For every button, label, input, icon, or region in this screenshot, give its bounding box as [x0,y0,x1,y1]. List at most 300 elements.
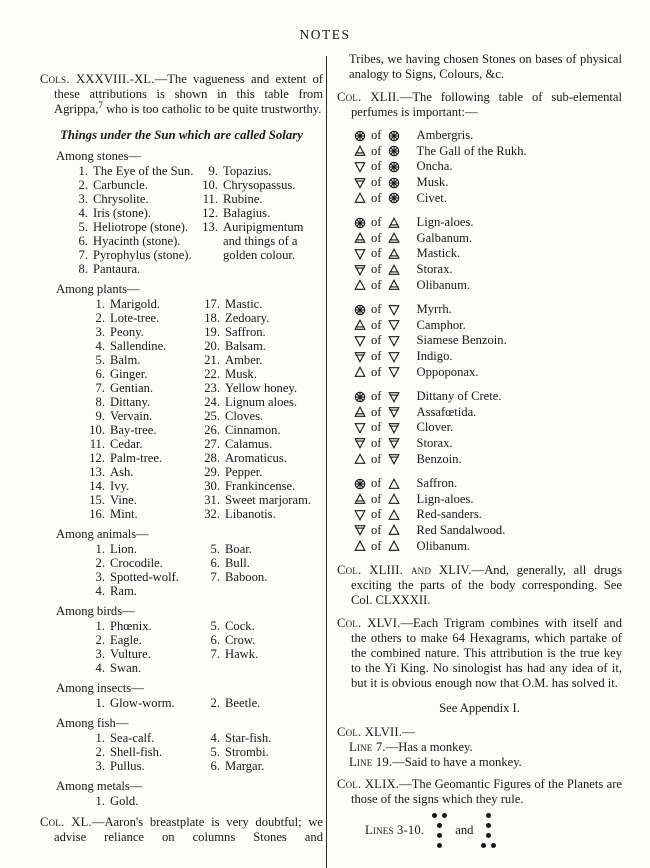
item-number: 16. [89,507,105,521]
note-body: —And, generally, all drugs exciting the parts of the body corresponding. See Col. CLXXXII. [351,562,622,607]
item-number: 5. [95,353,105,367]
list-title: Among stones— [56,149,142,163]
list-among-animals [40,527,323,598]
item-text: Sea-calf. [110,731,155,745]
item-number: 2. [95,633,105,647]
note-line-7 [337,740,622,755]
note-tribes-continuation: Tribes, we having chosen Stones on bases of physical analogy to Signs, Colours, &c. [349,52,622,81]
geomantic-dot [437,823,442,828]
perfume-name: Saffron. [416,476,458,491]
geomantic-dot [432,813,437,818]
geomantic-dot [491,843,496,848]
perfume-name: Lign-aloes. [416,215,474,230]
item-text: Pepper. [225,465,263,479]
item-text: Eagle. [110,633,142,647]
list-item [200,367,323,381]
list-item [200,423,323,437]
list-item [200,759,323,773]
list-item [200,353,323,367]
perfume-name: Olibanum. [416,277,471,292]
item-text: Shell-fish. [110,745,163,759]
item-number: 25. [204,409,220,423]
list-item [85,339,200,353]
earth-element-icon [388,453,400,465]
list-item [200,696,323,710]
second-element-symbol [388,351,401,363]
perfume-row [337,389,622,405]
item-text: Strombi. [225,745,269,759]
of-connector: of [371,349,382,364]
note-body: — [402,724,415,739]
left-column [40,72,323,845]
list-item [200,647,323,661]
item-number: 7. [210,647,220,661]
solary-lists [40,149,323,808]
list-item [85,409,200,423]
item-text: Spotted-wolf. [110,570,179,584]
item-text: Auripigmentum and things of a golden colour. [223,220,304,262]
list-item [85,696,200,710]
item-number: 9. [95,409,105,423]
list-among-birds [40,604,323,675]
first-element-symbol [353,304,366,316]
earth-element-icon [388,391,400,403]
item-text: Hawk. [225,647,259,661]
item-number: 4. [78,206,88,220]
earth-element-icon [354,264,366,276]
water-element-icon [388,366,400,378]
earth-element-icon [354,351,366,363]
fire-element-icon [354,453,366,465]
item-text: Cedar. [110,437,143,451]
air-element-icon [388,217,400,229]
item-text: Baboon. [225,570,268,584]
first-element-symbol [353,493,366,505]
list-item [85,451,200,465]
of-connector: of [371,190,382,205]
note-lead: Cols. XXXVIII.-XL. [40,72,155,86]
second-element-symbol [388,304,401,316]
item-text: Vine. [110,493,137,507]
list-item [68,192,198,206]
item-text: Balsam. [225,339,266,353]
water-element-icon [388,351,400,363]
item-number: 4. [210,731,220,745]
earth-element-icon [354,524,366,536]
item-text: Ash. [110,465,134,479]
list-among-insects [40,681,323,710]
item-number: 13. [89,465,105,479]
air-element-icon [354,319,366,331]
list-column [200,297,323,521]
geomantic-dot [442,813,447,818]
earth-element-icon [388,406,400,418]
of-connector: of [371,404,382,419]
see-appendix-note: See Appendix I. [439,700,520,715]
list-column [200,731,323,773]
note-lead: Lines 3-10. [365,822,425,837]
first-element-symbol [353,391,366,403]
item-number: 31. [204,493,220,507]
list-item [85,507,200,521]
perfume-name: Storax. [416,262,453,277]
note-body: and [455,822,474,837]
spirit-element-icon [354,217,366,229]
list-item [85,465,200,479]
list-item [85,325,200,339]
second-element-symbol [388,279,401,291]
list-columns [40,164,323,276]
list-columns [40,794,323,808]
item-text: Beetle. [225,696,261,710]
second-element-symbol [388,130,401,142]
item-text: Amber. [225,353,263,367]
perfume-row [337,538,622,554]
list-item [200,451,323,465]
note-lead: Col. XLIX. [337,776,400,791]
item-number: 27. [204,437,220,451]
item-number: 7. [95,381,105,395]
fire-element-icon [354,366,366,378]
list-among-fish [40,716,323,773]
list-item [200,311,323,325]
perfume-row [337,436,622,452]
perfume-row [337,405,622,421]
item-number: 14. [89,479,105,493]
list-title: Among metals— [56,779,143,793]
note-col-xl [40,815,323,845]
note-body-cont: who is too catholic to be quite trustworthy. [102,102,322,116]
item-text: Iris (stone). [93,206,152,220]
list-item [85,759,200,773]
second-element-symbol [388,145,401,157]
item-text: Ivy. [110,479,130,493]
note-body: —Each Trigram combines with itself and the others to make 64 Hexagrams, which partake of the combined nature. This attribution is the true key to the Yi King. No sinologist has had any idea of it, but it is obvious enough now that O.M. has solved it. [351,615,622,690]
perfume-name: Mastick. [416,246,461,261]
note-body: —The Geomantic Figures of the Planets are those of the signs which they rule. [351,776,623,806]
perfume-row [337,349,622,365]
list-item [85,353,200,367]
list-item [85,542,200,556]
item-number: 1. [95,619,105,633]
item-text: Vulture. [110,647,151,661]
perfume-row [337,246,622,262]
first-element-symbol [353,232,366,244]
perfume-row [337,507,622,523]
item-number: 23. [204,381,220,395]
item-number: 22. [204,367,220,381]
item-text: Mastic. [225,297,263,311]
earth-element-icon [354,437,366,449]
note-lead: Line 19. [349,754,393,769]
list-item [85,395,200,409]
item-number: 1. [95,731,105,745]
list-item [68,178,198,192]
item-number: 20. [204,339,220,353]
perfume-row [337,128,622,144]
first-element-symbol [353,279,366,291]
first-element-symbol [353,177,366,189]
list-column [68,164,198,276]
item-text: Crow. [225,633,256,647]
item-text: Ginger. [110,367,148,381]
first-element-symbol [353,248,366,260]
geomantic-dot [481,843,486,848]
of-connector: of [371,262,382,277]
list-columns [40,731,323,773]
air-element-icon [354,145,366,157]
item-number: 26. [204,423,220,437]
first-element-symbol [353,161,366,173]
list-item [198,192,323,206]
right-column [337,52,622,848]
item-number: 3. [95,325,105,339]
of-connector: of [371,175,382,190]
item-number: 5. [78,220,88,234]
list-columns [40,696,323,710]
geomantic-dot [437,833,442,838]
spirit-element-icon [354,391,366,403]
list-item [200,619,323,633]
item-number: 7. [210,570,220,584]
perfume-group-of-spirit [337,128,622,206]
item-text: Balm. [110,353,141,367]
fire-element-icon [354,192,366,204]
earth-element-icon [388,422,400,434]
note-col-xlii [337,90,622,120]
water-element-icon [354,248,366,260]
item-number: 1. [95,696,105,710]
of-connector: of [371,507,382,522]
first-element-symbol [353,509,366,521]
air-element-icon [388,279,400,291]
geomantic-row [432,813,447,818]
perfume-row [337,159,622,175]
item-number: 6. [210,759,220,773]
item-number: 10. [202,178,218,192]
second-element-symbol [388,161,401,173]
perfume-group-of-water [337,302,622,380]
item-text: Sweet marjoram. [225,493,312,507]
item-number: 5. [210,745,220,759]
item-text: Crocodile. [110,556,163,570]
note-line-19 [337,755,622,770]
item-number: 6. [95,367,105,381]
perfume-name: Red-sanders. [416,507,482,522]
second-element-symbol [388,264,401,276]
list-item [200,493,323,507]
geomantic-dot [486,823,491,828]
list-item [200,409,323,423]
perfume-row [337,190,622,206]
of-connector: of [371,522,382,537]
list-column [85,542,200,598]
item-number: 2. [78,178,88,192]
of-connector: of [371,302,382,317]
item-number: 29. [204,465,220,479]
list-title: Among plants— [56,282,140,296]
second-element-symbol [388,366,401,378]
item-text: Peony. [110,325,144,339]
perfume-group-of-air [337,215,622,293]
of-connector: of [371,215,382,230]
item-number: 11. [89,437,105,451]
first-element-symbol [353,264,366,276]
fire-element-icon [354,540,366,552]
perfume-name: Benzoin. [416,451,462,466]
item-text: Margar. [225,759,265,773]
column-divider-rule [326,56,327,868]
item-number: 24. [204,395,220,409]
first-element-symbol [353,145,366,157]
list-item [85,297,200,311]
list-item [200,570,323,584]
perfume-name: Assafœtida. [416,404,477,419]
air-element-icon [388,248,400,260]
perfume-table [337,128,622,554]
perfume-row [337,333,622,349]
list-item [68,234,198,248]
item-text: Lignum aloes. [225,395,298,409]
item-number: 6. [78,234,88,248]
item-text: Yellow honey. [225,381,298,395]
perfume-name: Storax. [416,435,453,450]
item-number: 1. [78,164,88,178]
perfume-name: Lign-aloes. [416,491,474,506]
perfume-row [337,175,622,191]
caput-draconis-figure [432,813,447,848]
perfume-row [337,476,622,492]
perfume-row [337,451,622,467]
item-text: The Eye of the Sun. [93,164,194,178]
perfume-row [337,277,622,293]
list-item [200,745,323,759]
fire-element-icon [388,478,400,490]
item-text: Palm-tree. [110,451,163,465]
geomantic-row [481,823,496,828]
perfume-name: Siamese Benzoin. [416,333,507,348]
perfume-row [337,318,622,334]
first-element-symbol [353,319,366,331]
second-element-symbol [388,493,401,505]
list-item [85,570,200,584]
air-element-icon [354,406,366,418]
item-text: Carbuncle. [93,178,148,192]
item-text: Star-fish. [225,731,272,745]
list-item [200,556,323,570]
list-item [68,262,198,276]
list-item [85,367,200,381]
item-text: Ram. [110,584,137,598]
list-item [85,731,200,745]
list-item [200,325,323,339]
note-cols-xxxviii-xl [40,72,323,117]
item-text: Pantaura. [93,262,141,276]
item-number: 32. [204,507,220,521]
item-number: 2. [95,745,105,759]
item-text: Swan. [110,661,142,675]
list-title: Among birds— [56,604,135,618]
spirit-element-icon [354,304,366,316]
of-connector: of [371,333,382,348]
list-item [85,794,200,808]
of-connector: of [371,159,382,174]
geomantic-figure-slot [424,813,455,848]
item-number: 1. [95,794,105,808]
item-number: 2. [95,311,105,325]
item-number: 28. [204,451,220,465]
water-element-icon [388,335,400,347]
second-element-symbol [388,232,401,244]
item-number: 10. [89,423,105,437]
item-text: Libanotis. [225,507,276,521]
fire-element-icon [388,524,400,536]
spirit-element-icon [388,145,400,157]
item-number: 3. [95,759,105,773]
item-number: 21. [204,353,220,367]
list-item [200,339,323,353]
item-text: Calamus. [225,437,273,451]
perfume-row [337,215,622,231]
list-title: Among insects— [56,681,144,695]
second-element-symbol [388,406,401,418]
item-number: 19. [204,325,220,339]
list-item [85,437,200,451]
second-element-symbol [388,391,401,403]
of-connector: of [371,538,382,553]
list-column [85,696,200,710]
perfume-name: The Gall of the Rukh. [416,143,527,158]
of-connector: of [371,491,382,506]
item-text: Sallendine. [110,339,167,353]
perfume-name: Civet. [416,190,447,205]
of-connector: of [371,230,382,245]
item-text: Heliotrope (stone). [93,220,189,234]
first-element-symbol [353,437,366,449]
list-item [200,437,323,451]
list-columns [40,619,323,675]
list-item [85,381,200,395]
item-text: Vervain. [110,409,153,423]
list-item [200,542,323,556]
water-element-icon [388,304,400,316]
second-element-symbol [388,177,401,189]
perfume-group-of-earth [337,389,622,467]
of-connector: of [371,317,382,332]
perfume-name: Dittany of Crete. [416,389,502,404]
item-text: Balagius. [223,206,271,220]
water-element-icon [388,319,400,331]
item-number: 11. [202,192,218,206]
of-connector: of [371,128,382,143]
perfume-row [337,302,622,318]
geomantic-row [432,823,447,828]
item-text: Aromaticus. [225,451,287,465]
perfume-name: Red Sandalwood. [416,522,506,537]
fire-element-icon [354,279,366,291]
note-col-xlvii [337,725,622,740]
list-column [200,542,323,598]
second-element-symbol [388,248,401,260]
item-number: 8. [95,395,105,409]
spirit-element-icon [388,130,400,142]
water-element-icon [354,422,366,434]
perfume-row [337,231,622,247]
item-number: 2. [95,556,105,570]
item-number: 4. [95,339,105,353]
note-body: —Has a monkey. [385,739,473,754]
of-connector: of [371,364,382,379]
